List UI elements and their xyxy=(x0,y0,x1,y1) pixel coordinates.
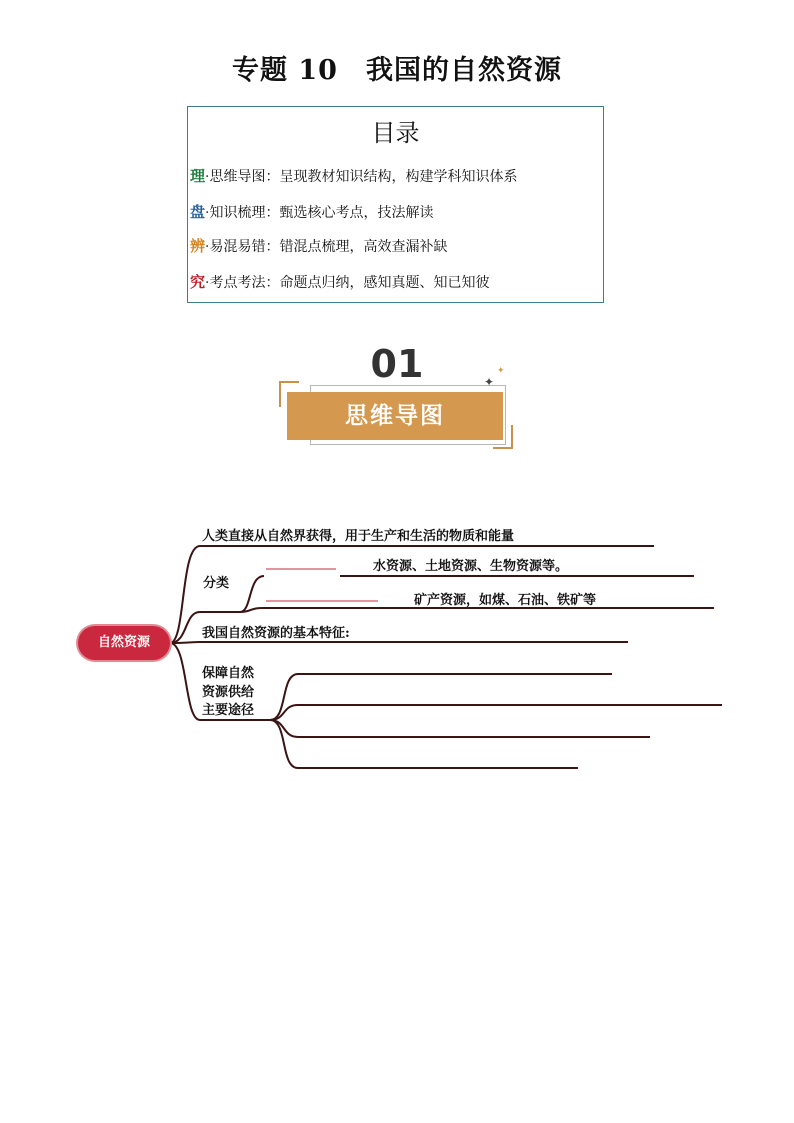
toc-item-desc: 错混点梳理，高效查漏补缺 xyxy=(279,239,448,255)
mindmap-definition: 人类直接从自然界获得，用于生产和生活的物质和能量 xyxy=(202,529,515,544)
toc-item-label: 考点考法 xyxy=(209,275,266,291)
mindmap-classification-label: 分类 xyxy=(203,576,230,591)
toc-heading: 目录 xyxy=(371,119,420,147)
toc-item-lead: 究 xyxy=(190,273,206,291)
toc-item-desc: 甄选核心考点，技法解读 xyxy=(279,205,434,221)
toc-item-mindmap[interactable]: 理·思维导图：呈现教材知识结构，构建学科知识体系 xyxy=(190,167,518,185)
toc-item-knowledge[interactable]: 盘·知识梳理：甄选核心考点，技法解读 xyxy=(190,203,434,221)
toc-item-desc: 命题点归纳，感知真题、知已知彼 xyxy=(279,275,490,291)
toc-item-exam[interactable]: 究·考点考法：命题点归纳，感知真题、知已知彼 xyxy=(190,273,490,291)
mindmap-root: 自然资源 xyxy=(78,626,170,660)
toc-item-label: 知识梳理 xyxy=(209,205,266,221)
toc-item-lead: 理 xyxy=(190,167,206,185)
mindmap-renewable-examples: 水资源、土地资源、生物资源等。 xyxy=(373,559,569,574)
mindmap-supply-label: 保障自然 xyxy=(202,666,255,681)
mindmap-nonrenewable-examples: 矿产资源，如煤、石油、铁矿等 xyxy=(414,593,597,608)
section-number: 01 xyxy=(370,342,424,386)
toc-item-desc: 呈现教材知识结构，构建学科知识体系 xyxy=(279,169,518,185)
toc-item-label: 思维导图 xyxy=(209,169,266,185)
toc-item-lead: 辨 xyxy=(190,237,206,255)
mindmap-supply-label: 资源供给 xyxy=(202,685,255,700)
mindmap-features-label: 我国自然资源的基本特征: xyxy=(202,626,350,641)
toc-item-lead: 盘 xyxy=(190,203,206,221)
page-title: 专题 10 我国的自然资源 xyxy=(232,55,562,86)
sparkle-icon: ✦ xyxy=(497,366,505,376)
section-badge: 思维导图 xyxy=(287,392,503,440)
toc-item-label: 易混易错 xyxy=(209,239,266,255)
toc-item-errors[interactable]: 辨·易混易错：错混点梳理，高效查漏补缺 xyxy=(190,237,448,255)
mindmap-supply-label: 主要途径 xyxy=(202,703,255,718)
sparkle-icon: ✦ xyxy=(484,375,495,389)
